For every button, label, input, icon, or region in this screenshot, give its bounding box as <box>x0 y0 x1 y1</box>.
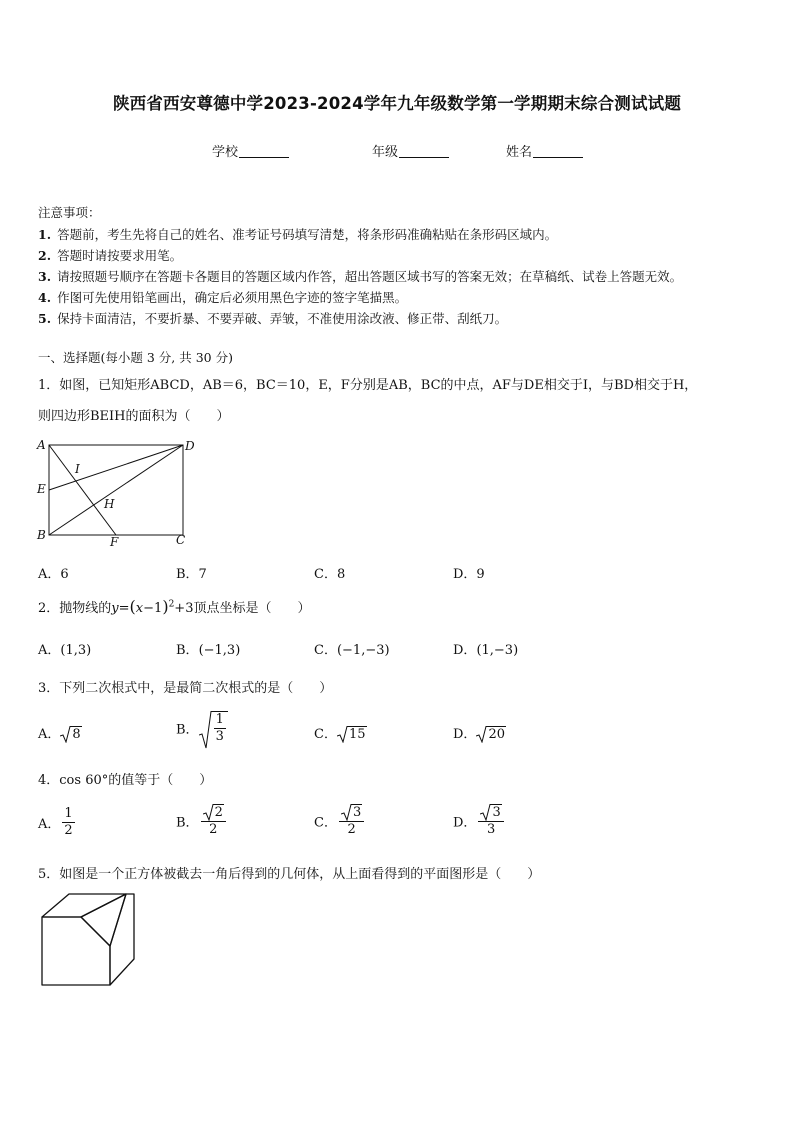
q4-d-frac <box>478 804 503 838</box>
sqrt-sign <box>480 804 501 821</box>
q4-b-den: 2 <box>209 822 218 837</box>
q2-b-val: (−1,3) <box>198 643 241 658</box>
q3-a-radicand: 8 <box>72 727 81 742</box>
q4-d-num <box>478 804 503 822</box>
cube-top-face <box>42 894 126 917</box>
q2-y: y <box>111 601 119 616</box>
segment-ed <box>49 445 183 490</box>
notice-num: 2. <box>38 248 52 263</box>
section-heading: 一、选择题(每小题 3 分, 共 30 分) <box>38 350 233 365</box>
q3-d-letter: D． <box>453 727 477 742</box>
label-h: H <box>104 497 115 511</box>
q4-c-den: 2 <box>347 822 356 837</box>
notice-item <box>38 224 682 245</box>
q3-b-frac <box>212 711 228 745</box>
q2-plus: +3 <box>174 601 194 616</box>
cut-triangle-face <box>81 894 126 946</box>
name-field <box>506 141 583 160</box>
q3-option-a[interactable] <box>38 723 82 742</box>
q2-d-val: (1,−3) <box>476 643 519 658</box>
school-label: 学校 <box>212 145 239 160</box>
q4-a-letter: A． <box>38 817 61 832</box>
q4-option-d[interactable] <box>453 804 506 838</box>
notice-item <box>38 266 682 287</box>
q4-b-letter: B． <box>176 815 199 831</box>
q2-open: ( <box>129 597 136 616</box>
q4-d-den: 3 <box>486 822 496 837</box>
notice-num: 4. <box>38 290 52 305</box>
q3-b-den: 3 <box>215 729 224 744</box>
q3-option-c[interactable] <box>314 723 367 742</box>
radical-icon <box>199 711 212 749</box>
q3-d-radicand: 20 <box>488 727 505 742</box>
notice-num: 3. <box>38 269 52 284</box>
notice-item <box>38 287 682 308</box>
segment-af <box>49 445 116 535</box>
q2-x: x <box>135 601 144 616</box>
q2-b-letter: B． <box>176 643 199 658</box>
q4-prefix: 4． <box>38 773 60 788</box>
q4-b-frac <box>201 804 226 838</box>
notice-text: 答题时请按要求用笔。 <box>57 248 183 263</box>
school-field <box>212 141 289 160</box>
q4-option-b[interactable] <box>176 804 228 838</box>
q2-c-letter: C． <box>314 643 337 658</box>
rectangle-figure <box>34 436 204 548</box>
label-a: A <box>37 438 46 452</box>
sqrt-sign <box>60 726 81 742</box>
name-blank[interactable] <box>533 145 583 158</box>
grade-blank[interactable] <box>399 145 449 158</box>
q4-a-num: 1 <box>64 806 73 821</box>
q2-prefix: 2．抛物线的 <box>38 601 112 616</box>
notice-text: 保持卡面清洁，不要折暴、不要弄破、弄皱，不准使用涂改液、修正带、刮纸刀。 <box>57 311 508 326</box>
q2-minus: −1 <box>143 601 163 616</box>
q1-line2: 则四边形BEIH的面积为（ ） <box>38 409 230 424</box>
label-i: I <box>75 462 80 476</box>
q4-b-rad: 2 <box>214 805 223 820</box>
sqrt-sign <box>337 726 367 742</box>
q3-b-num: 1 <box>215 712 224 727</box>
notice-list <box>38 224 682 329</box>
truncated-cube-figure <box>38 888 138 990</box>
q2-option-c[interactable] <box>314 639 390 658</box>
segment-bd <box>49 445 183 535</box>
radical-icon <box>203 804 214 821</box>
q2-option-d[interactable] <box>453 639 518 658</box>
label-b: B <box>37 528 46 542</box>
grade-label: 年级 <box>372 145 399 160</box>
notice-item <box>38 245 682 266</box>
notice-text: 答题前，考生先将自己的姓名、准考证号码填写清楚，将条形码准确粘贴在条形码区域内。 <box>57 227 558 242</box>
q4-a-frac <box>62 806 74 839</box>
q2-eq: = <box>118 601 130 616</box>
q3-c-radicand: 15 <box>348 727 366 742</box>
q3-stem: 3．下列二次根式中，是最简二次根式的是（ ） <box>38 681 333 696</box>
q1-option-a[interactable]: A．6 <box>38 567 69 582</box>
notice-text: 作图可先使用铅笔画出，确定后必须用黑色字迹的签字笔描黑。 <box>57 290 408 305</box>
q1-line1: 1．如图，已知矩形ABCD，AB＝6，BC＝10，E，F分别是AB，BC的中点，AF与DE相交于I，与BD相交于H， <box>38 378 698 393</box>
grade-field <box>372 141 449 160</box>
q2-suffix: 顶点坐标是（ ） <box>193 601 311 616</box>
q2-a-letter: A． <box>38 643 61 658</box>
q5-stem: 5．如图是一个正方体被截去一角后得到的几何体，从上面看得到的平面图形是（ ） <box>38 867 541 882</box>
notice-text: 请按照题号顺序在答题卡各题目的答题区域内作答，超出答题区域书写的答案无效；在草稿纸、试卷上答题无效。 <box>57 269 683 284</box>
q3-c-letter: C． <box>314 727 337 742</box>
q2-d-letter: D． <box>453 643 477 658</box>
q4-c-frac <box>339 804 364 838</box>
q1-option-c[interactable]: C．8 <box>314 567 346 582</box>
radical-icon <box>476 726 487 743</box>
q4-cos: cos <box>59 773 82 788</box>
label-f: F <box>110 535 119 548</box>
q4-c-letter: C． <box>314 815 337 831</box>
q1-option-b[interactable]: B．7 <box>176 567 207 582</box>
q3-a-letter: A． <box>38 727 61 742</box>
q4-option-c[interactable] <box>314 804 366 838</box>
q4-c-num <box>339 804 364 822</box>
page-title: 陕西省西安尊德中学2023-2024学年九年级数学第一学期期末综合测试试题 <box>112 94 682 113</box>
name-label: 姓名 <box>506 145 533 160</box>
notice-num: 5. <box>38 311 52 326</box>
school-blank[interactable] <box>239 145 289 158</box>
q4-b-num <box>201 804 226 822</box>
q2-c-val: (−1,−3) <box>336 643 390 658</box>
q4-option-a[interactable] <box>38 806 77 839</box>
radical-icon <box>60 726 71 743</box>
label-c: C <box>176 533 186 547</box>
q4-c-rad: 3 <box>352 805 362 820</box>
sqrt-sign <box>203 804 224 821</box>
notice-num: 1. <box>38 227 52 242</box>
sqrt-sign <box>199 711 228 745</box>
q2-sup: 2 <box>168 599 175 610</box>
label-d: D <box>185 439 195 453</box>
q1-option-d[interactable]: D．9 <box>453 567 485 582</box>
notice-item <box>38 308 682 329</box>
q4-d-rad: 3 <box>492 805 501 820</box>
q2-a-val: (1,3) <box>60 643 92 658</box>
sqrt-sign <box>341 804 362 821</box>
q4-d-letter: D． <box>453 815 477 831</box>
cube-front-face <box>42 917 110 985</box>
q3-b-letter: B． <box>176 722 199 738</box>
q2-close: ) <box>162 597 169 616</box>
radical-icon <box>337 726 348 743</box>
radical-icon <box>480 804 491 821</box>
q3-option-b[interactable] <box>176 711 228 745</box>
q4-a-den: 2 <box>64 823 73 838</box>
radical-icon <box>341 804 352 821</box>
label-e: E <box>37 482 46 496</box>
q2-option-a[interactable] <box>38 639 91 658</box>
q2-option-b[interactable] <box>176 639 240 658</box>
q2-stem <box>38 597 310 616</box>
sqrt-sign <box>476 726 506 742</box>
notice-heading: 注意事项： <box>38 205 101 220</box>
q4-suffix: 的值等于（ ） <box>108 773 213 788</box>
q4-angle: 60° <box>85 773 109 788</box>
q3-option-d[interactable] <box>453 723 506 742</box>
q4-stem <box>38 769 212 788</box>
